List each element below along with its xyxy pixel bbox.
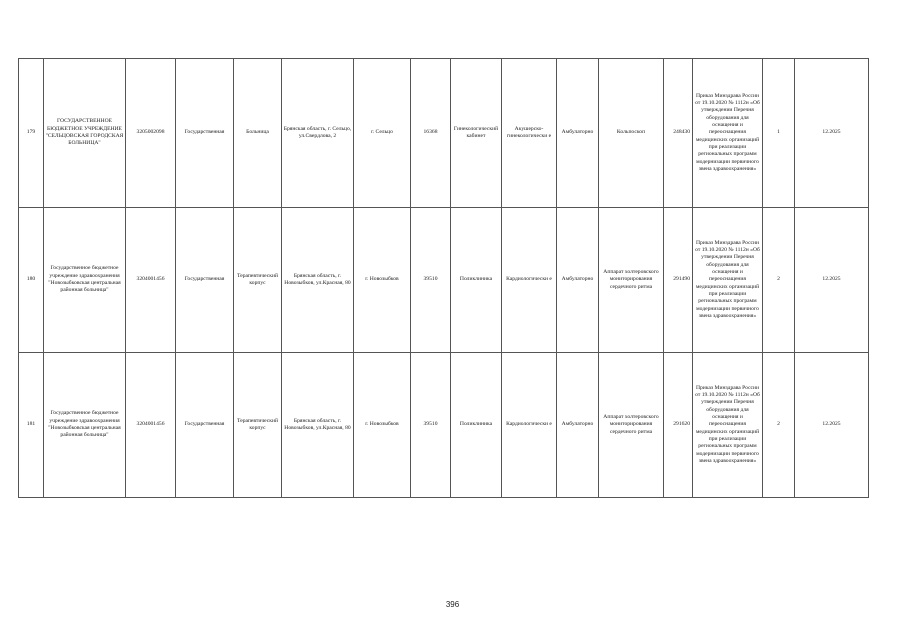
price: 291620 (664, 353, 693, 498)
department: Поликлиника (451, 208, 502, 353)
population: 16368 (411, 59, 451, 208)
equipment-table (18, 58, 869, 498)
structural-unit: Терапевтический корпус (234, 208, 282, 353)
page-number: 396 (445, 600, 460, 609)
row-number: 181 (19, 353, 44, 498)
ownership: Государственная (176, 353, 234, 498)
population: 39510 (411, 208, 451, 353)
row-number: 179 (19, 59, 44, 208)
locality: г. Новозыбков (354, 353, 411, 498)
locality: г. Сельцо (354, 59, 411, 208)
care-conditions: Амбулаторно (557, 208, 599, 353)
address: Брянская область, г. Новозыбков, ул.Красная, 80 (282, 208, 354, 353)
address: Брянская область, г. Сельцо, ул.Свердлова, 2 (282, 59, 354, 208)
quantity: 2 (763, 208, 795, 353)
order-reference: Приказ Минздрава России от 19.10.2020 № 1112н «Об утверждении Перечня оборудования для оснащения и переоснащения медицинских организаций при реализации региональных программ модернизации первичного звена здравоохранения» (693, 59, 763, 208)
price: 248430 (664, 59, 693, 208)
order-reference: Приказ Минздрава России от 19.10.2020 № 1112н «Об утверждении Перечня оборудования для оснащения и переоснащения медицинских организаций при реализации региональных программ модернизации первичного звена здравоохранения» (693, 208, 763, 353)
locality: г. Новозыбков (354, 208, 411, 353)
profile: Акушерско-гинекологически е (502, 59, 557, 208)
row-number: 180 (19, 208, 44, 353)
population: 39510 (411, 353, 451, 498)
equipment: Аппарат холтеровского мониторирования сердечного ритма (599, 353, 664, 498)
price: 291490 (664, 208, 693, 353)
department: Гинекологический кабинет (451, 59, 502, 208)
organization-name: ГОСУДАРСТВЕННОЕ БЮДЖЕТНОЕ УЧРЕЖДЕНИЕ "СЕЛЬЦОВСКАЯ ГОРОДСКАЯ БОЛЬНИЦА" (44, 59, 126, 208)
inn: 3205002098 (126, 59, 176, 208)
profile: Кардиологически е (502, 208, 557, 353)
address: Брянская область, г. Новозыбков, ул.Красная, 80 (282, 353, 354, 498)
organization-name: Государственное бюджетное учреждение здравоохранения "Новозыбковская центральная районная больница" (44, 208, 126, 353)
quantity: 1 (763, 59, 795, 208)
care-conditions: Амбулаторно (557, 59, 599, 208)
deadline: 12.2025 (795, 59, 869, 208)
order-reference: Приказ Минздрава России от 19.10.2020 № 1112н «Об утверждении Перечня оборудования для оснащения и переоснащения медицинских организаций при реализации региональных программ модернизации первичного звена здравоохранения» (693, 353, 763, 498)
ownership: Государственная (176, 59, 234, 208)
organization-name: Государственное бюджетное учреждение здравоохранения "Новозыбковская центральная районная больница" (44, 353, 126, 498)
table-row (19, 208, 869, 353)
care-conditions: Амбулаторно (557, 353, 599, 498)
department: Поликлиника (451, 353, 502, 498)
table-row (19, 59, 869, 208)
quantity: 2 (763, 353, 795, 498)
profile: Кардиологически е (502, 353, 557, 498)
table-row (19, 353, 869, 498)
ownership: Государственная (176, 208, 234, 353)
equipment: Кольпоскоп (599, 59, 664, 208)
deadline: 12.2025 (795, 353, 869, 498)
equipment: Аппарат холтеровского мониторирования сердечного ритма (599, 208, 664, 353)
structural-unit: Больница (234, 59, 282, 208)
inn: 3204001456 (126, 353, 176, 498)
inn: 3204001456 (126, 208, 176, 353)
deadline: 12.2025 (795, 208, 869, 353)
structural-unit: Терапевтический корпус (234, 353, 282, 498)
